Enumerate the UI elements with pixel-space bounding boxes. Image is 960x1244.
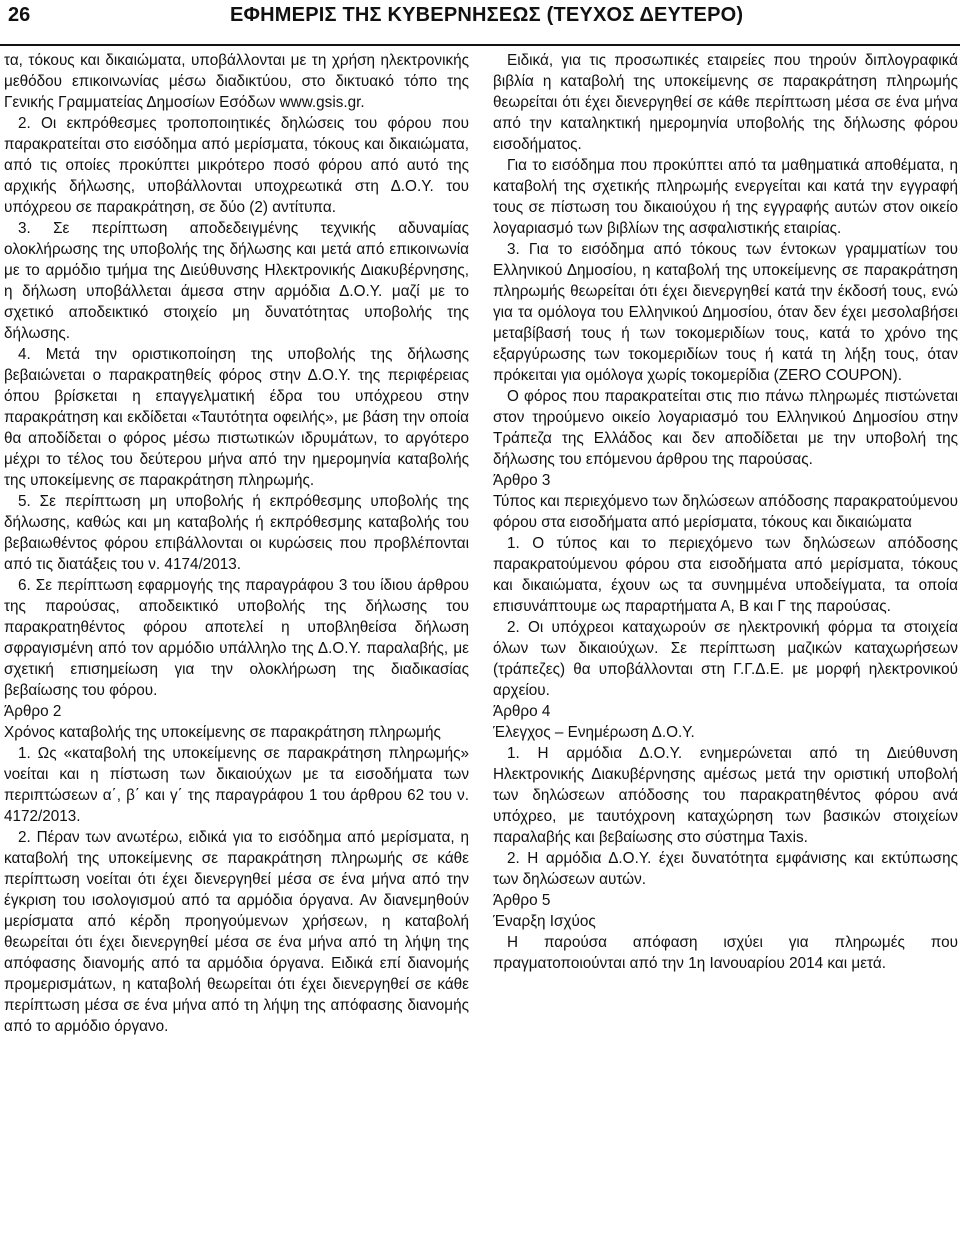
article-number: Άρθρο 4: [493, 703, 551, 720]
paragraph: 2. Οι υπόχρεοι καταχωρούν σε ηλεκτρονική φόρμα τα στοιχεία όλων των δικαιούχων. Σε περίπτωση μαζικών καταχωρήσεων (τράπεζες) θα υποβάλλονται στη Γ.Γ.Δ.Ε. με μορφή ηλεκτρονικού αρχείου.: [493, 619, 958, 699]
paragraph: 2. Πέραν των ανωτέρω, ειδικά για το εισόδημα από μερίσματα, η καταβολή της υποκείμενης σε παρακράτηση πληρωμής σε κάθε περίπτωση νοείται ότι έχει διενεργηθεί μέσα σε ένα μήνα από την έγκριση του ισολογισμού από τα αρμόδια όργανα. Αν διανεμηθούν μερίσματα από κέρδη προηγούμενων χρήσεων, η καταβολή θεωρείται ότι έχει διενεργηθεί μέσα σε ένα μήνα από τη λήψη της απόφασης διανομής από τα αρμόδια όργανα. Ειδικά επί διανομής προμερισμάτων, η καταβολή θεωρείται ότι έχει διενεργηθεί σε κάθε περίπτωση μέσα σε ένα μήνα από τη λήψη της απόφασης διανομής από το αρμόδιο όργανο.: [4, 829, 469, 1035]
paragraph: 4. Μετά την οριστικοποίηση της υποβολής της δήλωσης βεβαιώνεται ο παρακρατηθείς φόρος στην Δ.Ο.Υ. της περιφέρειας όπου βρίσκεται η επαγγελματική έδρα του υπόχρεου στην παρακράτηση και εκδίδεται «Ταυτότητα οφειλής», με βάση την οποία θα αποδίδεται ο φόρος μέσω πιστωτικών ιδρυμάτων, το αργότερο μέχρι το τέλος του δεύτερου μήνα από την ημερομηνία καταβολής της υποκείμενης σε παρακράτηση πληρωμής.: [4, 346, 469, 489]
article-number: Άρθρο 5: [493, 892, 551, 909]
paragraph: 1. Η αρμόδια Δ.Ο.Υ. ενημερώνεται από τη Διεύθυνση Ηλεκτρονικής Διακυβέρνησης αμέσως μετά την οριστική υποβολή των δηλώσεων απόδοσης του παρακρατηθέντος φόρου ανά υπόχρεο, με ταυτόχρονη καταχώρηση των βασικών στοιχείων παραλαβής και βεβαίωσης στο σύστημα Taxis.: [493, 745, 958, 846]
left-column: [4, 50, 469, 1037]
article-number: Άρθρο 2: [4, 703, 62, 720]
page-header: [0, 0, 960, 46]
right-column: [493, 50, 958, 974]
article-title: Έναρξη Ισχύος: [493, 913, 596, 930]
article-title: Τύπος και περιεχόμενο των δηλώσεων απόδοσης παρακρατούμενου φόρου στα εισοδήματα από μερίσματα, τόκους και δικαιώματα: [493, 493, 958, 531]
paragraph: Ειδικά, για τις προσωπικές εταιρείες που τηρούν διπλογραφικά βιβλία η καταβολή της υποκείμενης σε παρακράτηση πληρωμής θεωρείται ότι έχει διενεργηθεί σε κάθε περίπτωση μέσα σε ένα μήνα από την καταληκτική ημερομηνία υποβολής της δήλωσης φόρου εισοδήματος.: [493, 52, 958, 153]
paragraph: τα, τόκους και δικαιώματα, υποβάλλονται με τη χρήση ηλεκτρονικής μεθόδου επικοινωνίας μέσω διαδικτύου, στο δικτυακό τόπο της Γενικής Γραμματείας Δημοσίων Εσόδων www.gsis.gr.: [4, 52, 469, 111]
article-title: Χρόνος καταβολής της υποκείμενης σε παρακράτηση πληρωμής: [4, 724, 441, 741]
paragraph: Η παρούσα απόφαση ισχύει για πληρωμές που πραγματοποιούνται από την 1η Ιανουαρίου 2014 και μετά.: [493, 934, 958, 972]
paragraph: 1. Ο τύπος και το περιεχόμενο των δηλώσεων απόδοσης παρακρατούμενου φόρου στα εισοδήματα από μερίσματα, τόκους και δικαιώματα, έχουν ως τα συνημμένα υποδείγματα, τα οποία επισυνάπτουμε ως παραρτήματα Α, Β και Γ της παρούσας.: [493, 535, 958, 615]
journal-title: ΕΦΗΜΕΡΙΣ ΤΗΣ ΚΥΒΕΡΝΗΣΕΩΣ (ΤΕΥΧΟΣ ΔΕΥΤΕΡΟ): [230, 4, 744, 26]
page-number: 26: [8, 4, 31, 26]
article-number: Άρθρο 3: [493, 472, 551, 489]
paragraph: 2. Οι εκπρόθεσμες τροποποιητικές δηλώσεις του φόρου που παρακρατείται στο εισόδημα από μερίσματα, τόκους και δικαιώματα, από τις οποίες προκύπτει μικρότερο ποσό φόρου από αυτό της αρχικής δήλωσης, υποβάλλονται υποχρεωτικά στη Δ.Ο.Υ. του υπόχρεου σε παρακράτηση, σε δύο (2) αντίτυπα.: [4, 115, 469, 216]
paragraph: 3. Για το εισόδημα από τόκους των έντοκων γραμματίων του Ελληνικού Δημοσίου, η καταβολή της υποκείμενης σε παρακράτηση πληρωμής θεωρείται ότι έχει διενεργηθεί κατά την έκδοσή τους, ενώ για τα ομόλογα του Ελληνικού Δημοσίου, όταν δεν έχει μεσολαβήσει μεταβίβασή τους ή των τοκομεριδίων τους, κατά το χρόνο της εξαργύρωσης των τοκομεριδίων τους ή κατά τη λήξη τους, όταν πρόκειται για ομόλογα χωρίς τοκομερίδια (ZERO COUPON).: [493, 241, 958, 384]
article-title: Έλεγχος – Ενημέρωση Δ.Ο.Υ.: [493, 724, 695, 741]
paragraph: 2. Η αρμόδια Δ.Ο.Υ. έχει δυνατότητα εμφάνισης και εκτύπωσης των δηλώσεων αυτών.: [493, 850, 958, 888]
paragraph: Ο φόρος που παρακρατείται στις πιο πάνω πληρωμές πιστώνεται στον τηρούμενο οικείο λογαριασμό του Ελληνικού Δημοσίου στην Τράπεζα της Ελλάδος και δεν αποδίδεται με την υποβολή της δήλωσης του επόμενου άρθρου της παρούσας.: [493, 388, 958, 468]
paragraph: 3. Σε περίπτωση αποδεδειγμένης τεχνικής αδυναμίας ολοκλήρωσης της υποβολής της δήλωσης και μετά από επικοινωνία με το αρμόδιο τμήμα της Διεύθυνσης Ηλεκτρονικής Διακυβέρνησης, η δήλωση υποβάλλεται άμεσα στην αρμόδια Δ.Ο.Υ. μαζί με το σχετικό αποδεικτικό στοιχείο μη δυνατότητας υποβολής της δήλωσης.: [4, 220, 469, 342]
paragraph: 1. Ως «καταβολή της υποκείμενης σε παρακράτηση πληρωμής» νοείται και η πίστωση των δικαιούχων με τα εισοδήματα των περιπτώσεων α΄, β΄ και γ΄ της παραγράφου 1 του άρθρου 62 του ν. 4172/2013.: [4, 745, 469, 825]
paragraph: 6. Σε περίπτωση εφαρμογής της παραγράφου 3 του ίδιου άρθρου της παρούσας, αποδεικτικό υποβολής της δήλωσης του παρακρατηθέντος φόρου αποτελεί η υποβληθείσα δήλωση σφραγισμένη από τον αρμόδιο υπάλληλο της Δ.Ο.Υ. παραλαβής, με σχετική επισημείωση για την ολοκλήρωση της διαδικασίας βεβαίωσης του φόρου.: [4, 577, 469, 699]
paragraph: 5. Σε περίπτωση μη υποβολής ή εκπρόθεσμης υποβολής της δήλωσης, καθώς και μη καταβολής ή εκπρόθεσμης καταβολής του βεβαιωθέντος φόρου επιβάλλονται οι κυρώσεις που προβλέπονται από τις διατάξεις του ν. 4174/2013.: [4, 493, 469, 573]
paragraph: Για το εισόδημα που προκύπτει από τα μαθηματικά αποθέματα, η καταβολή της σχετικής πληρωμής ενεργείται και κατά την εγγραφή τους σε πίστωση του δικαιούχου ή της εγγραφής αυτών στον οικείο λογαριασμό των βιβλίων της ασφαλιστικής εταιρίας.: [493, 157, 958, 237]
